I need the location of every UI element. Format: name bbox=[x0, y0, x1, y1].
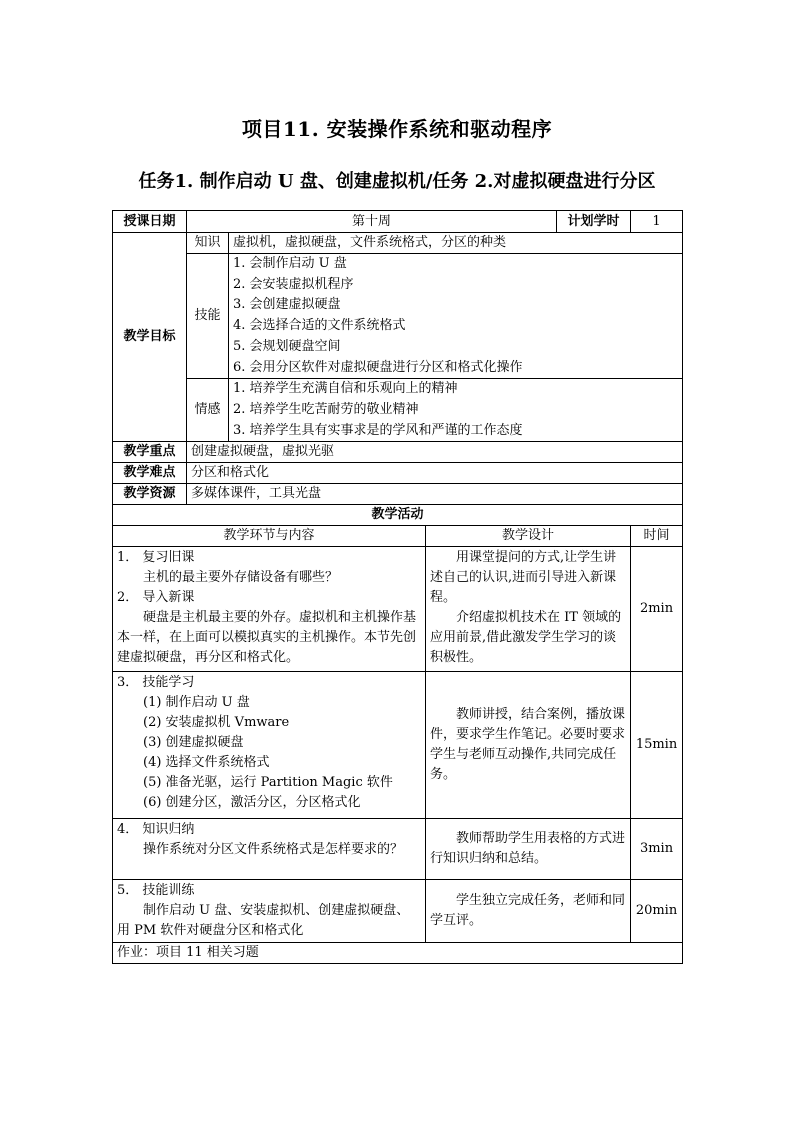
activity-content-line: 操作系统对分区文件系统格式是怎样要求的？ bbox=[143, 842, 404, 858]
activity-design-paragraph: 教师讲授，结合案例，播放课件，要求学生作笔记。必要时要求学生与老师互动操作,共同完成任务。 bbox=[430, 707, 626, 783]
activity-time: 20min bbox=[631, 880, 683, 943]
lesson-plan-table bbox=[112, 210, 683, 964]
activity-design-paragraph: 教师帮助学生用表格的方式进行知识归纳和总结。 bbox=[430, 831, 626, 867]
activity-content-line: 4． 知识归纳 bbox=[117, 822, 195, 838]
activity-content-line: 5． 技能训练 bbox=[117, 883, 195, 899]
skills-item: 2. 会安装虚拟机程序 bbox=[233, 276, 354, 292]
hours-label: 计划学时 bbox=[557, 211, 631, 233]
activity-time: 2min bbox=[631, 547, 683, 672]
activity-design-paragraph: 用课堂提问的方式,让学生讲述自己的认识,进而引导进入新课程。 bbox=[430, 550, 617, 606]
activity-row bbox=[113, 547, 683, 672]
header-row bbox=[113, 211, 683, 233]
activity-time: 15min bbox=[631, 672, 683, 819]
activity-content bbox=[113, 819, 426, 880]
activity-content-line: (3) 创建虚拟硬盘 bbox=[143, 735, 244, 751]
activity-time: 3min bbox=[631, 819, 683, 880]
activity-row bbox=[113, 880, 683, 943]
emotion-item: 1. 培养学生充满自信和乐观向上的精神 bbox=[233, 381, 458, 397]
activity-design bbox=[426, 819, 631, 880]
resources-label: 教学资源 bbox=[113, 484, 187, 505]
activity-content bbox=[113, 880, 426, 943]
resources-text: 多媒体课件，工具光盘 bbox=[187, 484, 683, 505]
page-title: 项目11. 安装操作系统和驱动程序 bbox=[241, 117, 553, 141]
col-header-design: 教学设计 bbox=[426, 526, 631, 547]
col-header-time: 时间 bbox=[631, 526, 683, 547]
emotion-item: 3. 培养学生具有实事求是的学风和严谨的工作态度 bbox=[233, 422, 523, 438]
activity-content bbox=[113, 672, 426, 819]
homework: 作业：项目 11 相关习题 bbox=[113, 943, 683, 964]
col-header-content: 教学环节与内容 bbox=[113, 526, 426, 547]
skills-list bbox=[229, 254, 683, 379]
emotion-label: 情感 bbox=[187, 379, 229, 442]
activity-content-line: 2． 导入新课 bbox=[117, 590, 195, 606]
activity-content-line: (6) 创建分区，激活分区，分区格式化 bbox=[143, 795, 361, 811]
activity-content-line: 主机的最主要外存储设备有哪些？ bbox=[143, 570, 339, 586]
activity-content-line: 3． 技能学习 bbox=[117, 675, 195, 691]
activity-content-line: (4) 选择文件系统格式 bbox=[143, 755, 270, 771]
date-label: 授课日期 bbox=[113, 211, 187, 233]
page-subtitle: 任务1. 制作启动 U 盘、创建虚拟机/任务 2.对虚拟硬盘进行分区 bbox=[138, 171, 656, 192]
emotion-item: 2. 培养学生吃苦耐劳的敬业精神 bbox=[233, 401, 419, 417]
activity-content-line: (5) 准备光驱，运行 Partition Magic 软件 bbox=[143, 775, 393, 791]
activity-design-paragraph: 介绍虚拟机技术在 IT 领域的应用前景,借此激发学生学习的谈积极性。 bbox=[430, 610, 622, 666]
activity-design bbox=[426, 672, 631, 819]
activity-design bbox=[426, 547, 631, 672]
activity-content bbox=[113, 547, 426, 672]
skills-item: 1. 会制作启动 U 盘 bbox=[233, 256, 347, 271]
activity-design bbox=[426, 880, 631, 943]
hours-value: 1 bbox=[631, 211, 683, 233]
activity-content-line: 制作启动 U 盘、安装虚拟机、创建虚拟硬盘、用 PM 软件对硬盘分区和格式化 bbox=[117, 903, 410, 939]
skills-item: 5. 会规划硬盘空间 bbox=[233, 338, 341, 354]
skills-item: 3. 会创建虚拟硬盘 bbox=[233, 297, 341, 313]
activity-content-line: (2) 安装虚拟机 Vmware bbox=[143, 715, 290, 731]
activity-row bbox=[113, 819, 683, 880]
emotion-list bbox=[229, 379, 683, 442]
goals-label: 教学目标 bbox=[113, 233, 187, 442]
difficulties-label: 教学难点 bbox=[113, 463, 187, 484]
date-value: 第十周 bbox=[187, 211, 557, 233]
difficulties-text: 分区和格式化 bbox=[187, 463, 683, 484]
activities-title: 教学活动 bbox=[113, 505, 683, 526]
activity-content-line: 1． 复习旧课 bbox=[117, 550, 195, 566]
skills-item: 4. 会选择合适的文件系统格式 bbox=[233, 318, 406, 334]
activity-design-paragraph: 学生独立完成任务，老师和同学互评。 bbox=[430, 893, 626, 929]
knowledge-label: 知识 bbox=[187, 233, 229, 254]
activity-row bbox=[113, 672, 683, 819]
knowledge-text: 虚拟机，虚拟硬盘，文件系统格式，分区的种类 bbox=[229, 233, 683, 254]
skills-item: 6. 会用分区软件对虚拟硬盘进行分区和格式化操作 bbox=[233, 359, 523, 375]
key-points-label: 教学重点 bbox=[113, 442, 187, 463]
activity-content-line: (1) 制作启动 U 盘 bbox=[143, 695, 250, 711]
activity-content-line: 硬盘是主机最主要的外存。虚拟机和主机操作基本一样，在上面可以模拟真实的主机操作。本节先创建虚拟硬盘，再分区和格式化。 bbox=[117, 610, 417, 666]
skills-label: 技能 bbox=[187, 254, 229, 379]
key-points-text: 创建虚拟硬盘，虚拟光驱 bbox=[187, 442, 683, 463]
